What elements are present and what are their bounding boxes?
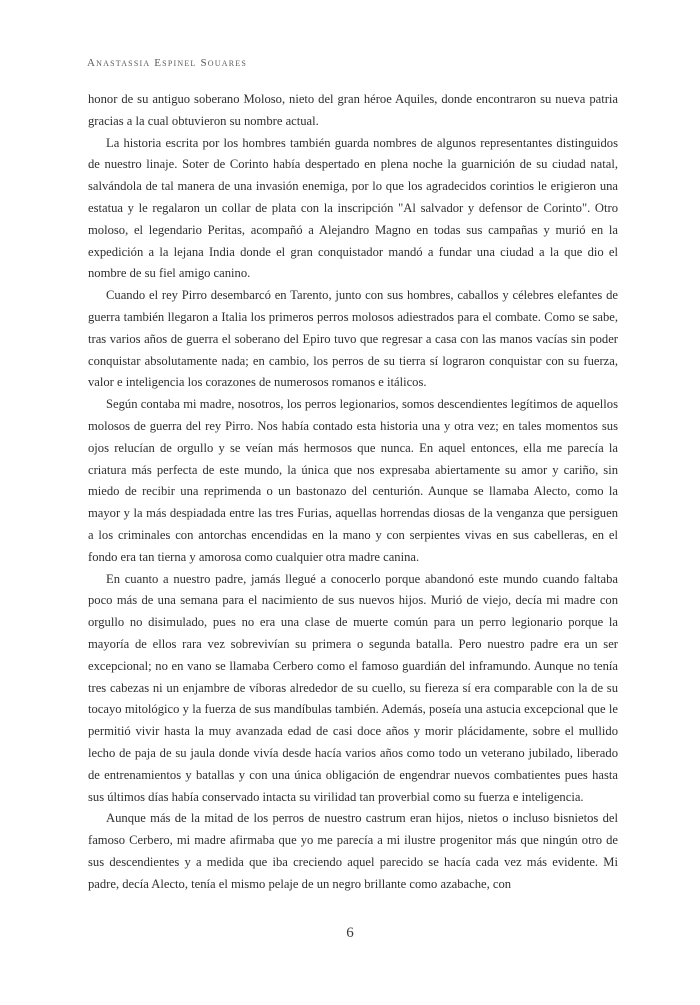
paragraph-6: Aunque más de la mitad de los perros de nuestro castrum eran hijos, nietos o incluso bisnietos del famoso Cerbero, mi madre afirmaba que yo me parecía a mi ilustre progenitor más que ningún otro de sus descendientes y a medida que iba creciendo aquel parecido se hacía cada vez más evidente. Mi padre, decía Alecto, tenía el mismo pelaje de un negro brillante como azabache, con	[88, 811, 618, 891]
paragraph-4: Según contaba mi madre, nosotros, los perros legionarios, somos descendientes legítimos de aquellos molosos de guerra del rey Pirro. Nos había contado esta historia una y otra vez; en tales momentos sus ojos relucían de orgullo y se veían más hermosos que nunca. En aquel entonces, ella me parecía la criatura más perfecta de este mundo, la única que nos expresaba abiertamente su amor y cariño, sin miedo de recibir una reprimenda o un bastonazo del centurión. Aunque se llamaba Alecto, como la mayor y la más despiadada entre las tres Furias, aquellas horrendas diosas de la venganza que persiguen a los criminales con antorchas encendidas en la mano y con serpientes vivas en sus cabelleras, en el fondo era tan tierna y amorosa como cualquier otra madre canina.	[88, 397, 618, 564]
body-text	[88, 89, 618, 895]
paragraph-3: Cuando el rey Pirro desembarcó en Tarento, junto con sus hombres, caballos y célebres elefantes de guerra también llegaron a Italia los primeros perros molosos adiestrados para el combate. Como se sabe, tras varios años de guerra el soberano del Epiro tuvo que regresar a casa con las manos vacías sin poder conquistar absolutamente nada; en cambio, los perros de su tierra sí lograron conquistar con su fuerza, valor e inteligencia los corazones de numerosos romanos e itálicos.	[88, 288, 618, 390]
paragraph-1: honor de su antiguo soberano Moloso, nieto del gran héroe Aquiles, donde encontraron su nueva patria gracias a la cual obtuvieron su nombre actual.	[88, 92, 618, 128]
running-head-author: Anastassia Espinel Souares	[87, 57, 247, 69]
page-number: 6	[346, 925, 354, 941]
paragraph-2: La historia escrita por los hombres también guarda nombres de algunos representantes distinguidos de nuestro linaje. Soter de Corinto había despertado en plena noche la guarnición de su ciudad natal, salvándola de tal manera de una invasión enemiga, por lo que los agradecidos corintios le erigieron una estatua y le regalaron un collar de plata con la inscripción "Al salvador y defensor de Corinto". Otro moloso, el legendario Peritas, acompañó a Alejandro Magno en todas sus campañas y murió en la expedición a la lejana India donde el gran conquistador mandó a fundar una ciudad a la que dio el nombre de su fiel amigo canino.	[88, 135, 618, 281]
paragraph-5: En cuanto a nuestro padre, jamás llegué a conocerlo porque abandonó este mundo cuando faltaba poco más de una semana para el nacimiento de sus nuevos hijos. Murió de viejo, decía mi madre con orgullo no disimulado, pues no era una clase de muerte común para un perro legionario porque la mayoría de ellos rara vez sobrevivían su primera o segunda batalla. Pero nuestro padre era un ser excepcional; no en vano se llamaba Cerbero como el famoso guardián del inframundo. Aunque no tenía tres cabezas ni un enjambre de víboras alrededor de su cuello, su fiereza sí era comparable con la de su tocayo mitológico y la fuerza de sus mandíbulas también. Además, poseía una astucia excepcional que le permitió vivir hasta la muy avanzada edad de casi doce años y morir plácidamente, sobre el mullido lecho de paja de su jaula donde vivía desde hacía varios años como todo un veterano jubilado, liberado de entrenamientos y batallas y con una única obligación de engendrar nuevos combatientes pues hasta sus últimos días había conservado intacta su virilidad tan proverbial como su fuerza e inteligencia.	[88, 571, 618, 804]
